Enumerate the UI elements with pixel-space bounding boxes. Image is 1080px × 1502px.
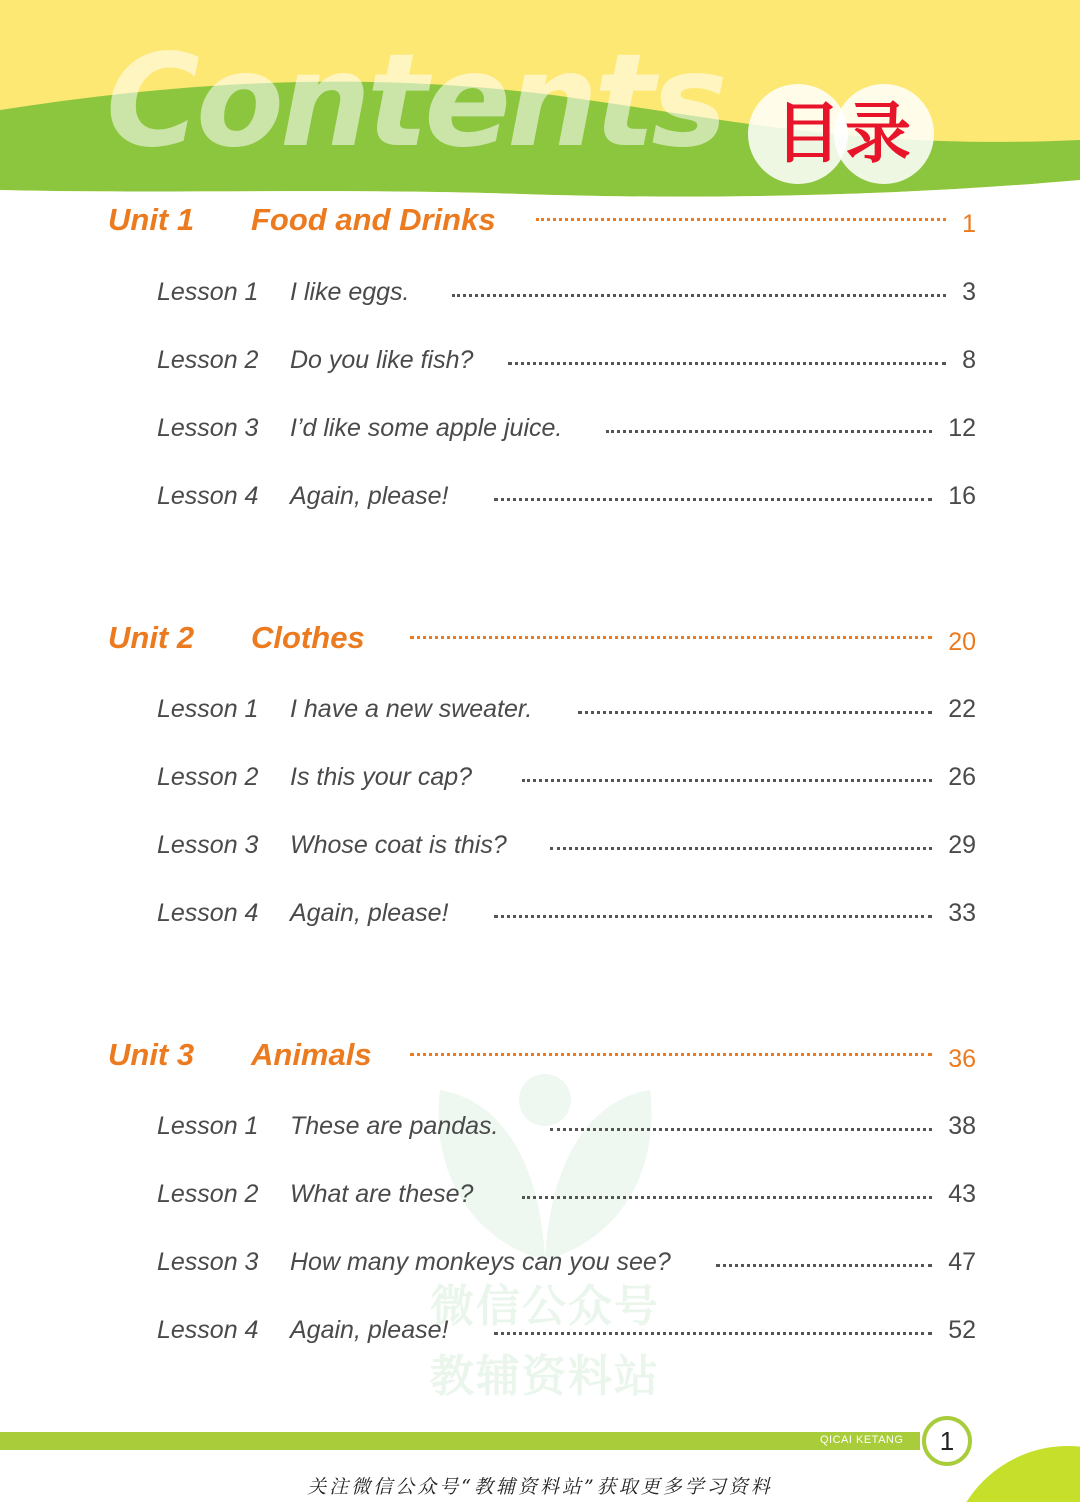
- lesson-number: Lesson 3: [157, 1248, 259, 1276]
- lesson-number: Lesson 3: [157, 831, 259, 859]
- lesson-number: Lesson 1: [157, 278, 259, 306]
- unit-title: Animals: [251, 1037, 372, 1072]
- dot-leader: [494, 498, 932, 501]
- lesson-number: Lesson 2: [157, 1180, 259, 1208]
- lesson-number: Lesson 4: [157, 1316, 259, 1344]
- lesson-title: These are pandas.: [290, 1112, 499, 1140]
- unit-row[interactable]: [0, 1031, 1080, 1081]
- lesson-number: Lesson 1: [157, 695, 259, 723]
- page-number: 29: [948, 831, 976, 859]
- lesson-title: I’d like some apple juice.: [290, 414, 563, 442]
- unit-row[interactable]: [0, 614, 1080, 664]
- toc-badge: [748, 84, 934, 184]
- unit-title: Food and Drinks: [251, 202, 496, 237]
- watermark-line-1: 微信公众号: [430, 1281, 660, 1332]
- series-label: QICAI KETANG: [820, 1434, 904, 1446]
- dot-leader: [522, 1196, 932, 1199]
- lesson-title: Again, please!: [290, 1316, 449, 1344]
- lesson-row[interactable]: [0, 268, 1080, 318]
- lesson-number: Lesson 4: [157, 482, 259, 510]
- dot-leader: [410, 636, 932, 639]
- dot-leader: [410, 1053, 932, 1056]
- page-number: 8: [962, 346, 976, 374]
- toc-label: 目录: [775, 95, 915, 172]
- page-number: 38: [948, 1112, 976, 1140]
- lesson-number: Lesson 3: [157, 414, 259, 442]
- page-number-badge: [922, 1416, 972, 1466]
- dot-leader: [522, 779, 932, 782]
- dot-leader: [578, 711, 932, 714]
- unit-number: Unit 3: [108, 1037, 195, 1072]
- footer-bar: [0, 1432, 920, 1450]
- dot-leader: [508, 362, 946, 365]
- lesson-title: Again, please!: [290, 899, 449, 927]
- lesson-number: Lesson 4: [157, 899, 259, 927]
- contents-heading: Contents: [106, 27, 724, 176]
- page-number: 16: [948, 482, 976, 510]
- lesson-row[interactable]: [0, 1238, 1080, 1288]
- page-number: 43: [948, 1180, 976, 1208]
- lesson-number: Lesson 2: [157, 763, 259, 791]
- dot-leader: [494, 915, 932, 918]
- page-number: 20: [948, 628, 976, 656]
- lesson-row[interactable]: [0, 1306, 1080, 1356]
- lesson-title: How many monkeys can you see?: [290, 1248, 671, 1276]
- lesson-title: Do you like fish?: [290, 346, 474, 374]
- lesson-title: Whose coat is this?: [290, 831, 507, 859]
- dot-leader: [452, 294, 946, 297]
- page-number: 36: [948, 1045, 976, 1073]
- page-number: 47: [948, 1248, 976, 1276]
- dot-leader: [550, 847, 932, 850]
- page-number: 26: [948, 763, 976, 791]
- page-number: 1: [962, 210, 976, 238]
- page-number: 3: [962, 278, 976, 306]
- unit-row[interactable]: [0, 196, 1080, 246]
- lesson-row[interactable]: [0, 336, 1080, 386]
- lesson-title: I have a new sweater.: [290, 695, 533, 723]
- lesson-title: Again, please!: [290, 482, 449, 510]
- dot-leader: [606, 430, 932, 433]
- page-number: 33: [948, 899, 976, 927]
- lesson-row[interactable]: [0, 472, 1080, 522]
- lesson-row[interactable]: [0, 1170, 1080, 1220]
- lesson-row[interactable]: [0, 753, 1080, 803]
- dot-leader: [716, 1264, 932, 1267]
- dot-leader: [550, 1128, 932, 1131]
- lesson-number: Lesson 1: [157, 1112, 259, 1140]
- dot-leader: [536, 218, 946, 221]
- lesson-title: What are these?: [290, 1180, 474, 1208]
- page-number: 22: [948, 695, 976, 723]
- unit-number: Unit 1: [108, 202, 195, 237]
- lesson-number: Lesson 2: [157, 346, 259, 374]
- footer-page-number: 1: [939, 1426, 955, 1456]
- lesson-row[interactable]: [0, 889, 1080, 939]
- watermark-line-2: 教辅资料站: [430, 1351, 660, 1402]
- lesson-row[interactable]: [0, 1102, 1080, 1152]
- lesson-title: Is this your cap?: [290, 763, 473, 791]
- footer-note: 关注微信公众号“教辅资料站”获取更多学习资料: [307, 1476, 773, 1498]
- lesson-title: I like eggs.: [290, 278, 410, 306]
- page-number: 12: [948, 414, 976, 442]
- lesson-row[interactable]: [0, 685, 1080, 735]
- lesson-row[interactable]: [0, 404, 1080, 454]
- unit-number: Unit 2: [108, 620, 195, 655]
- dot-leader: [494, 1332, 932, 1335]
- unit-title: Clothes: [251, 620, 365, 655]
- page-number: 52: [948, 1316, 976, 1344]
- lesson-row[interactable]: [0, 821, 1080, 871]
